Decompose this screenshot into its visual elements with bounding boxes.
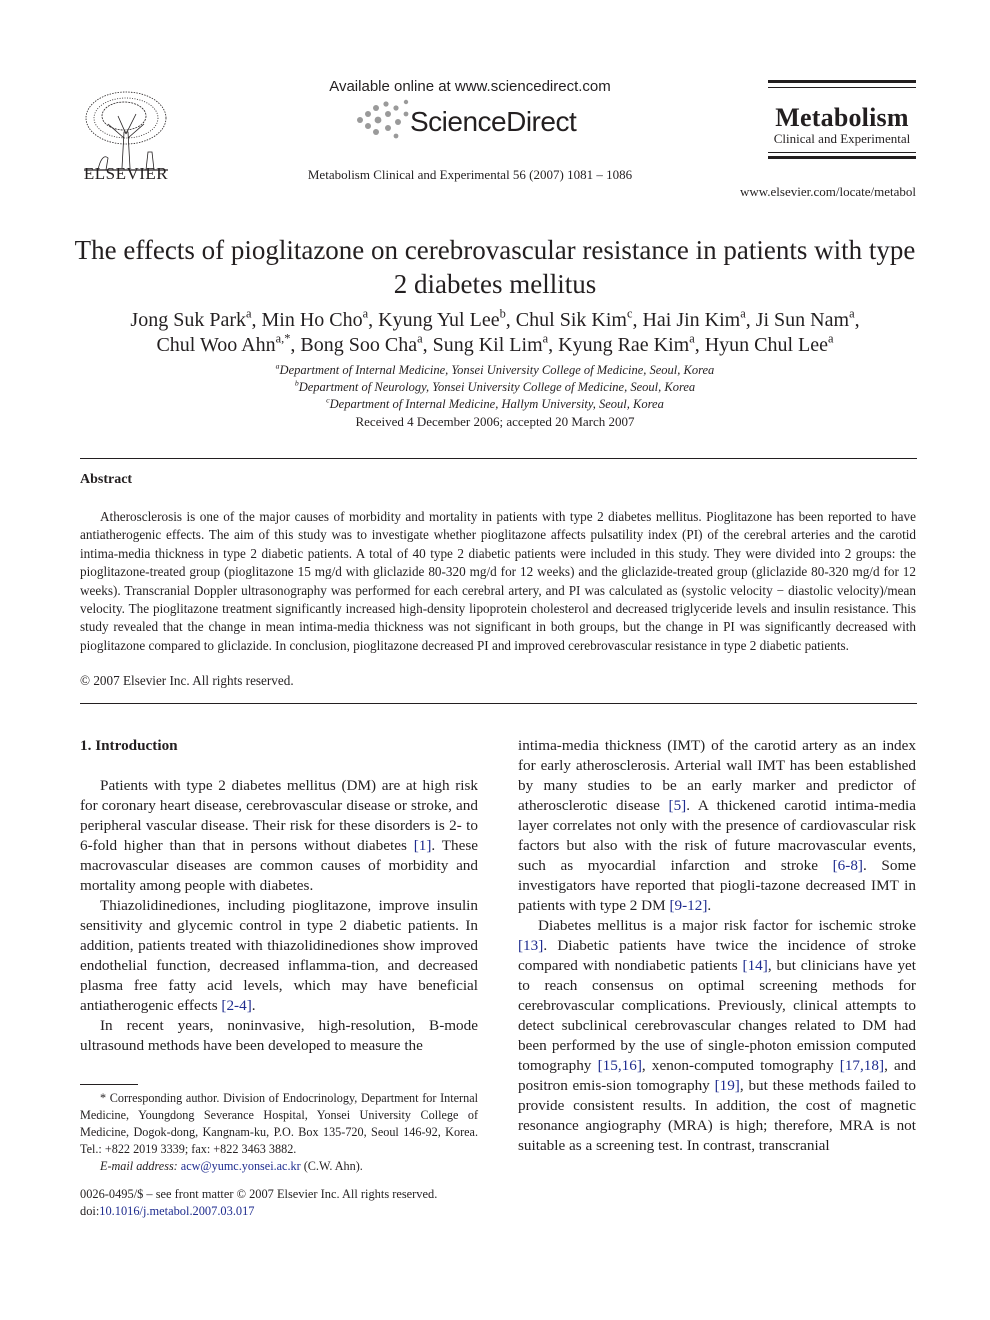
affiliation-key: c [326, 395, 330, 405]
divider [80, 458, 917, 459]
body-column-right [518, 736, 916, 1156]
author: Chul Woo Ahn$^{a,*}$, [156, 331, 301, 356]
journal-citation: Metabolism Clinical and Experimental 56 (2007) 1081 – 1086 [307, 167, 633, 182]
citation-link[interactable]: [5] [668, 797, 687, 814]
left-paragraphs [80, 776, 478, 1056]
author-name: Hyun Chul Lee [704, 334, 829, 356]
body-paragraph: Patients with type 2 diabetes mellitus (DM) are at high risk for coronary heart disease, cerebrovascular disease or stroke, and peripheral vascular disease. Their risk for these disorders is 2- to 6-fold higher than that in persons without diabetes [1]. These macrovascular diseases are common causes of morbidity and mortality among people with diabetes. [80, 777, 478, 894]
citation-link[interactable]: [19] [714, 1077, 740, 1094]
journal-subtitle: Clinical and Experimental [773, 131, 911, 146]
affiliation [100, 396, 890, 413]
email-label: E-mail address: [100, 1159, 178, 1173]
masthead-rule-top-thin [768, 87, 916, 88]
body-column-left [80, 736, 478, 1056]
sciencedirect-wordmark: ScienceDirect [410, 106, 577, 137]
corresponding-author-text: * Corresponding author. Division of Endocrinology, Department for Internal Medicine, Youngdong Severance Hospital, Yonsei University College of Medicine, Dogok-dong, Kangnam-ku, P.O. Box 135-720, Seoul 146-92, Korea. Tel.: +822 2019 3339; fax: +822 3463 3882. [80, 1091, 478, 1156]
email-link[interactable]: acw@yumc.yonsei.ac.kr [180, 1159, 301, 1173]
author: Sung Kil Lim$^a$, [432, 331, 559, 356]
author-affiliation-mark: a [362, 306, 369, 321]
journal-name: Metabolism [775, 103, 909, 132]
author [704, 331, 834, 356]
author-affiliation-mark: a [246, 306, 252, 321]
author-affiliation-mark: b [499, 306, 506, 321]
email-line [80, 1158, 478, 1175]
body-paragraph: Diabetes mellitus is a major risk factor for ischemic stroke [13]. Diabetic patients have twice the incidence of stroke compared with nondiabetic patients [14], but clinicians have yet to reach consensus on optimal screening methods for cerebrovascular complications. Previously, clinical attempts to detect subclinical cerebrovascular changes related to DM had been performed by the use of single-photon emission computed tomography [15,16], xenon-computed tomography [17,18], and positron emis-sion tomography [19], but these methods failed to provide consistent results. In addition, the cost of magnetic resonance angiography (MRA) is high; therefore, MRA is not suitable as a screening test. In contrast, transcranial [518, 917, 916, 1154]
affiliation-text: Department of Neurology, Yonsei University College of Medicine, Seoul, Korea [298, 380, 696, 394]
author-name: Chul Woo Ahn [156, 334, 276, 356]
front-matter-text: 0026-0495/$ – see front matter © 2007 Elsevier Inc. All rights reserved. [80, 1187, 438, 1201]
affiliation [100, 362, 890, 379]
citation-link[interactable]: [9-12] [669, 897, 708, 914]
affiliation-list [100, 362, 890, 413]
affiliation-text: Department of Internal Medicine, Yonsei University College of Medicine, Seoul, Korea [279, 363, 715, 377]
author-name: Hai Jin Kim [642, 309, 741, 331]
body-paragraph: In recent years, noninvasive, high-resolution, B-mode ultrasound methods have been developed to measure the [80, 1017, 478, 1054]
author-list [70, 308, 920, 358]
abstract-paragraph: Atherosclerosis is one of the major causes of morbidity and mortality in patients with type 2 diabetes mellitus. Pioglitazone has been reported to have antiatherogenic effects. The aim of this study was to investigate whether pioglitazone affects pulsatility index (PI) of the cerebral arteries and the carotid intima-media thickness in type 2 diabetic patients. A total of 40 type 2 diabetic patients were included in this study. They were divided into 2 groups: the pioglitazone-treated group (pioglitazone 15 mg/d with gliclazide 80-320 mg/d for 12 weeks) and the gliclazide-treated group (gliclazide 80-320 mg/d for 12 weeks). Transcranial Doppler ultrasonography was performed for each cerebral artery, and PI was calculated as (systolic velocity − diastolic velocity)/mean velocity. The pioglitazone treatment significantly increased high-density lipoprotein cholesterol and decreased triglyceride levels and insulin resistance. This study revealed that the change in mean intima-media thickness was not significant in both groups, but the change in PI was significantly decreased with pioglitazone compared to gliclazide. In conclusion, pioglitazone decreased PI and improved cerebrovascular resistance in type 2 diabetic patients. [80, 509, 916, 653]
author-affiliation-mark: a [417, 331, 423, 346]
author: Chul Sik Kim$^c$, [515, 306, 643, 331]
email-suffix: (C.W. Ahn). [303, 1159, 363, 1173]
author: Kyung Rae Kim$^a$, [558, 331, 705, 356]
citation-link[interactable]: [2-4] [221, 997, 252, 1014]
abstract-body [80, 508, 916, 655]
citation-link[interactable]: [13] [518, 937, 544, 954]
corresponding-author-footnote [80, 1090, 478, 1175]
author: Min Ho Cho$^a$, [261, 306, 379, 331]
affiliation-text: Department of Internal Medicine, Hallym University, Seoul, Korea [329, 397, 664, 411]
body-paragraph: intima-media thickness (IMT) of the carotid artery as an index for early atherosclerosis. Arterial wall IMT has been established by many studies to be an early marker and predictor of atherosclerotic disease [5]. A thickened carotid intima-media layer correlates not only with the presence of cardiovascular risk factors but also with the risk of future macrovascular events, such as myocardial infarction and stroke [6-8]. Some investigators have reported that piogli-tazone decreased IMT in patients with type 2 DM [9-12]. [518, 737, 917, 914]
author-affiliation-mark: c [626, 306, 633, 321]
section-heading: 1. Introduction [80, 737, 178, 754]
author-name: Kyung Yul Lee [378, 309, 500, 331]
doi-link[interactable]: 10.1016/j.metabol.2007.03.017 [99, 1204, 255, 1218]
affiliation [100, 379, 890, 396]
citation-link[interactable]: [1] [413, 837, 432, 854]
author: Hai Jin Kim$^a$, [642, 306, 756, 331]
doi-label: doi: [80, 1204, 100, 1218]
citation-link[interactable]: [14] [742, 957, 768, 974]
author-affiliation-mark: a [740, 306, 746, 321]
author-affiliation-mark: a [828, 331, 834, 346]
affiliation-key: a [275, 361, 280, 371]
masthead-rule-bottom-thin [768, 152, 916, 153]
author: Bong Soo Cha$^a$, [300, 331, 433, 356]
right-paragraphs [518, 736, 916, 1156]
abstract-copyright: © 2007 Elsevier Inc. All rights reserved. [80, 673, 294, 688]
journal-url[interactable]: www.elsevier.com/locate/metabol [739, 184, 916, 199]
author-affiliation-mark: a,* [275, 331, 291, 346]
divider [80, 703, 917, 704]
author-affiliation-mark: a [689, 331, 695, 346]
citation-link[interactable]: [17,18] [839, 1057, 885, 1074]
available-online-text: Available online at www.sciencedirect.com [329, 78, 611, 95]
author-name: Bong Soo Cha [300, 334, 418, 356]
doi-line [80, 1203, 478, 1220]
masthead-rule-top [768, 80, 916, 83]
front-matter [80, 1186, 478, 1220]
citation-link[interactable]: [15,16] [597, 1057, 642, 1074]
received-dates: Received 4 December 2006; accepted 20 March 2007 [355, 414, 635, 429]
citation-link[interactable]: [6-8] [832, 857, 863, 874]
author: Kyung Yul Lee$^b$, [378, 306, 516, 331]
author-name: Ji Sun Nam [755, 309, 850, 331]
body-paragraph: Thiazolidinediones, including pioglitazone, improve insulin sensitivity and glycemic control in type 2 diabetic patients. In addition, patients treated with thiazolidinediones show improved endothelial function, decreased inflamma-tion, and decreased plasma free fatty acid levels, which may have beneficial antiatherogenic effects [2-4]. [80, 897, 478, 1014]
abstract-heading: Abstract [80, 472, 133, 487]
author-name: Jong Suk Park [130, 309, 246, 331]
masthead-rule-bottom [768, 156, 916, 159]
author-name: Min Ho Cho [261, 309, 363, 331]
author-name: Sung Kil Lim [432, 334, 543, 356]
affiliation-key: b [294, 378, 299, 388]
author-name: Kyung Rae Kim [558, 334, 690, 356]
author-affiliation-mark: a [849, 306, 855, 321]
author-name: Chul Sik Kim [515, 309, 627, 331]
author-affiliation-mark: a [542, 331, 549, 346]
article-title: The effects of pioglitazone on cerebrovascular resistance in patients with type 2 diabetes mellitus [74, 235, 916, 299]
author: Ji Sun Nam$^a$, [755, 306, 860, 331]
publisher-name: ELSEVIER [83, 164, 169, 183]
author: Jong Suk Park$^a$, [130, 306, 262, 331]
footnote-rule [80, 1084, 138, 1085]
